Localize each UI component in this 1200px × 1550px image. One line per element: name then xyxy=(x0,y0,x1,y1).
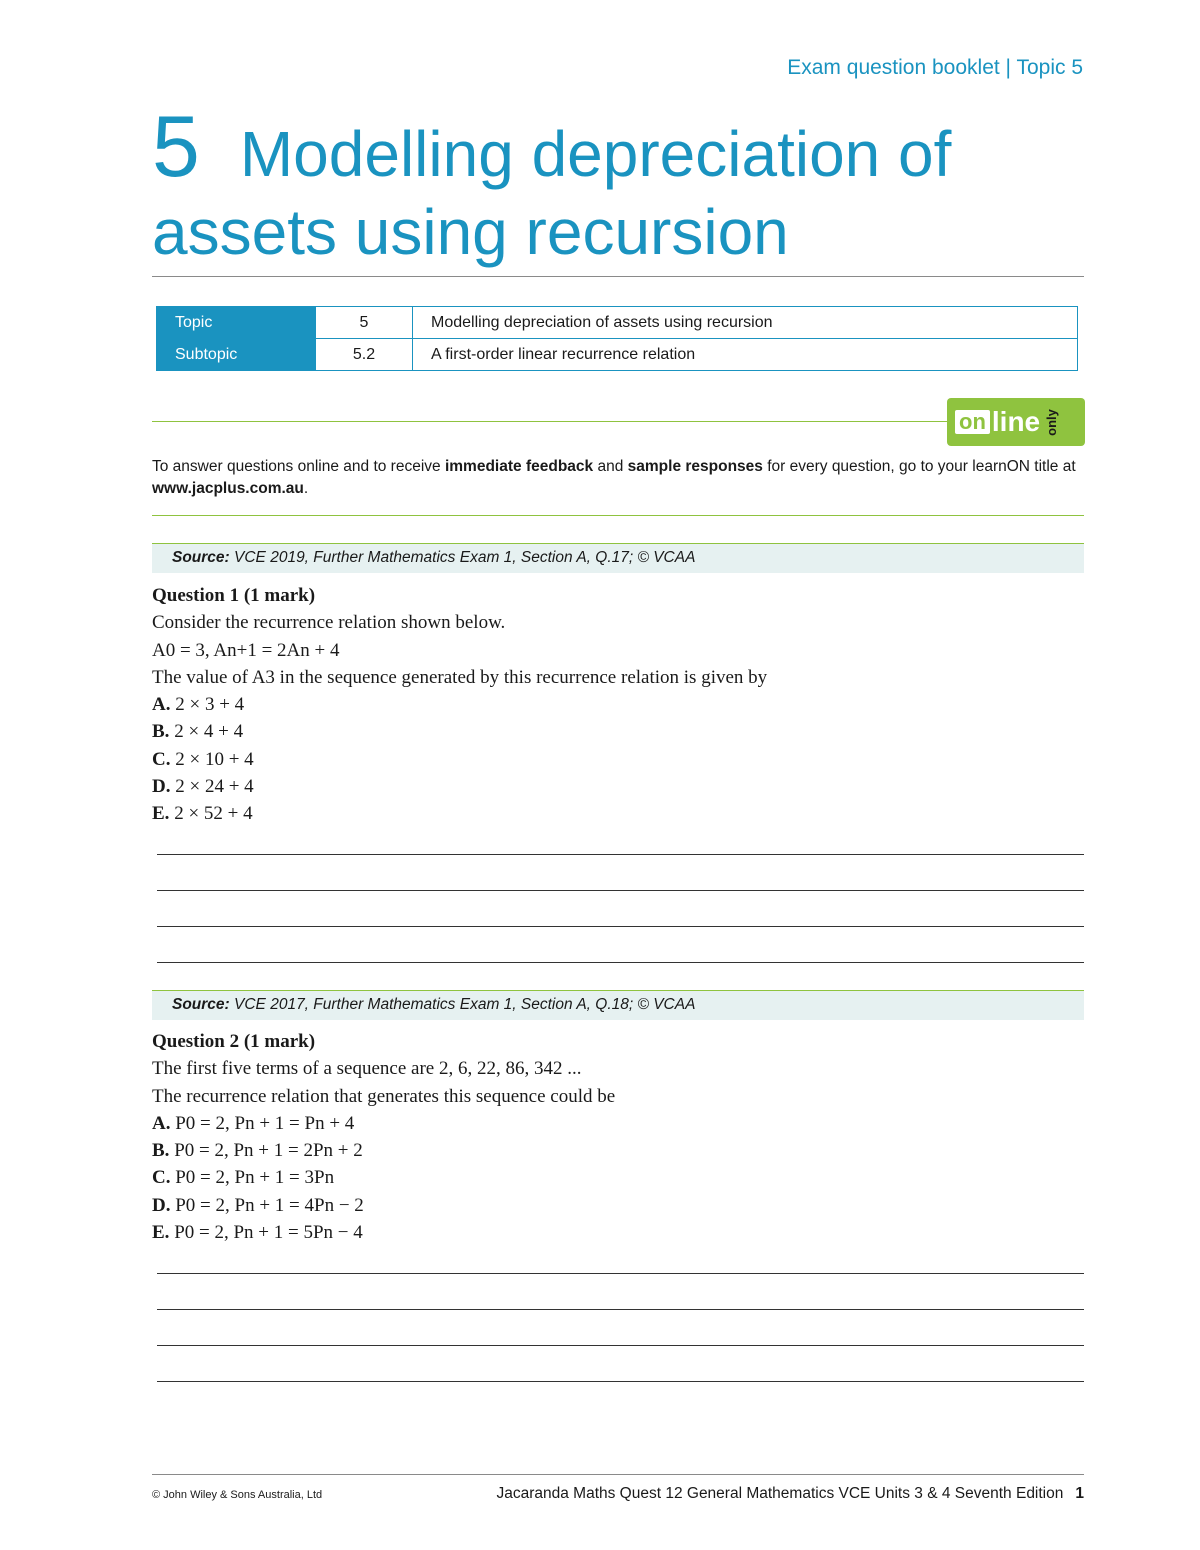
answer-line xyxy=(157,1273,1084,1274)
intro-bold-feedback: immediate feedback xyxy=(444,458,594,475)
logo-only: only xyxy=(1043,408,1059,436)
answer-line xyxy=(157,890,1084,891)
answer-line xyxy=(157,1345,1084,1346)
source-label: Source: xyxy=(172,549,230,566)
source-text: VCE 2019, Further Mathematics Exam 1, Section A, Q.17; © VCAA xyxy=(229,549,696,566)
copyright-notice: © John Wiley & Sons Australia, Ltd xyxy=(152,1489,323,1501)
topic-title: Modelling depreciation of assets using recursion xyxy=(152,118,952,268)
option-letter: A. xyxy=(152,1112,171,1134)
option-text: P0 = 2, Pn + 1 = 5Pn − 4 xyxy=(174,1222,363,1244)
topic-desc: Modelling depreciation of assets using recursion xyxy=(413,307,1078,339)
question-relation: A0 = 3, An+1 = 2An + 4 xyxy=(152,639,340,661)
page-number: 1 xyxy=(1075,1485,1084,1502)
topic-row xyxy=(157,307,1078,339)
booklet-header: Exam question booklet | Topic 5 xyxy=(787,56,1083,79)
answer-line xyxy=(157,1309,1084,1310)
answer-option-b[interactable] xyxy=(152,1137,1082,1164)
question-title: Question 1 (1 mark) xyxy=(152,585,316,606)
intro-divider xyxy=(152,515,1084,516)
answer-option-c[interactable] xyxy=(152,1164,1082,1191)
question-stem: Consider the recurrence relation shown below. xyxy=(152,612,506,634)
answer-option-d[interactable] xyxy=(152,773,1082,800)
intro-text xyxy=(152,456,1082,500)
option-letter: C. xyxy=(152,748,171,770)
question-title: Question 2 (1 mark) xyxy=(152,1031,316,1052)
intro-text-1: To answer questions online and to receive xyxy=(152,458,445,475)
answer-option-a[interactable] xyxy=(152,1110,1082,1137)
logo-line: line xyxy=(991,406,1041,437)
answer-option-e[interactable] xyxy=(152,1219,1082,1246)
option-letter: B. xyxy=(152,1140,170,1162)
topic-table xyxy=(156,306,1078,371)
logo-on: on xyxy=(955,410,990,434)
jacplus-link[interactable]: www.jacplus.com.au xyxy=(152,480,304,497)
option-text: 2 × 10 + 4 xyxy=(175,748,254,770)
option-letter: D. xyxy=(152,1194,171,1216)
intro-text-2: and xyxy=(593,458,628,475)
answer-line xyxy=(157,1381,1084,1382)
option-text: P0 = 2, Pn + 1 = 3Pn xyxy=(175,1167,335,1189)
question-1 xyxy=(152,582,1082,828)
q1-source xyxy=(152,543,1084,573)
option-text: 2 × 3 + 4 xyxy=(175,694,245,716)
answer-line xyxy=(157,854,1084,855)
source-label: Source: xyxy=(172,996,230,1013)
answer-line xyxy=(157,962,1084,963)
question-2 xyxy=(152,1028,1082,1246)
source-text: VCE 2017, Further Mathematics Exam 1, Section A, Q.18; © VCAA xyxy=(229,996,696,1013)
option-text: 2 × 24 + 4 xyxy=(175,776,254,798)
intro-text-3: for every question, go to your learnON title at xyxy=(762,458,1076,475)
option-letter: B. xyxy=(152,721,170,743)
footer-book xyxy=(496,1485,1084,1503)
option-letter: E. xyxy=(152,803,170,825)
answer-option-b[interactable] xyxy=(152,718,1082,745)
intro-text-4: . xyxy=(303,480,309,497)
topic-key: Topic xyxy=(157,307,316,339)
online-only-logo xyxy=(947,398,1085,446)
online-divider xyxy=(152,421,948,422)
answer-option-a[interactable] xyxy=(152,691,1082,718)
option-text: P0 = 2, Pn + 1 = 2Pn + 2 xyxy=(174,1140,363,1162)
footer-divider xyxy=(152,1474,1084,1475)
topic-number: 5 xyxy=(152,99,200,195)
option-text: P0 = 2, Pn + 1 = 4Pn − 2 xyxy=(175,1194,364,1216)
option-letter: C. xyxy=(152,1167,171,1189)
subtopic-desc: A first-order linear recurrence relation xyxy=(413,339,1078,371)
answer-line xyxy=(157,926,1084,927)
title-divider xyxy=(152,276,1084,277)
option-letter: A. xyxy=(152,694,171,716)
question-prompt: The value of A3 in the sequence generated by this recurrence relation is given by xyxy=(152,666,768,688)
answer-option-d[interactable] xyxy=(152,1192,1082,1219)
answer-option-e[interactable] xyxy=(152,800,1082,827)
option-text: 2 × 4 + 4 xyxy=(174,721,244,743)
topic-num: 5 xyxy=(316,307,413,339)
answer-option-c[interactable] xyxy=(152,746,1082,773)
option-text: 2 × 52 + 4 xyxy=(174,803,253,825)
page-title xyxy=(152,99,1112,271)
option-text: P0 = 2, Pn + 1 = Pn + 4 xyxy=(175,1112,355,1134)
option-letter: E. xyxy=(152,1222,170,1244)
question-prompt: The recurrence relation that generates this sequence could be xyxy=(152,1085,616,1107)
question-stem: The first five terms of a sequence are 2, 6, 22, 86, 342 ... xyxy=(152,1058,582,1080)
subtopic-num: 5.2 xyxy=(316,339,413,371)
q2-source xyxy=(152,990,1084,1020)
option-letter: D. xyxy=(152,776,171,798)
intro-bold-responses: sample responses xyxy=(627,458,763,475)
book-title: Jacaranda Maths Quest 12 General Mathematics VCE Units 3 & 4 Seventh Edition xyxy=(496,1485,1064,1502)
subtopic-row xyxy=(157,339,1078,371)
subtopic-key: Subtopic xyxy=(157,339,316,371)
